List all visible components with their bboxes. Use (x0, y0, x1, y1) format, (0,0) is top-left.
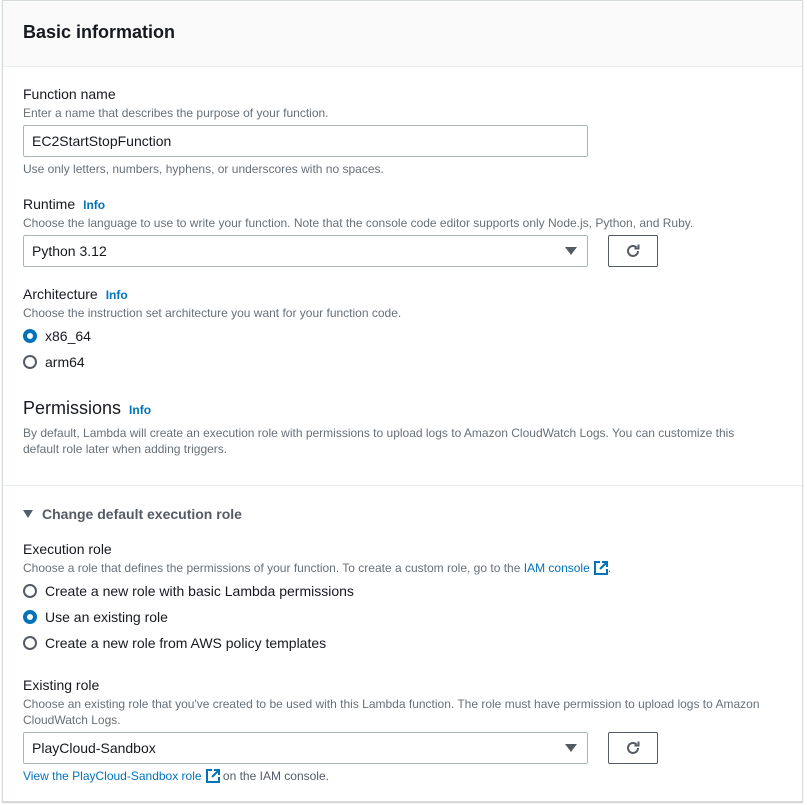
runtime-label (23, 196, 105, 212)
architecture-description: Choose the instruction set architecture you want for your function code. (23, 306, 402, 320)
iam-console-link[interactable]: IAM console (523, 561, 590, 575)
radio-checked-icon (23, 610, 37, 624)
architecture-label (23, 286, 128, 302)
period: . (607, 561, 612, 575)
architecture-label-text: Architecture (23, 286, 98, 302)
function-name-label: Function name (23, 86, 116, 102)
existing-role-selected: PlayCloud-Sandbox (32, 740, 156, 756)
function-name-description: Enter a name that describes the purpose of your function. (23, 106, 329, 120)
function-name-input[interactable]: EC2StartStopFunction (23, 125, 588, 157)
permissions-heading (23, 398, 151, 419)
existing-role-label: Existing role (23, 677, 100, 693)
panel-title: Basic information (23, 22, 176, 42)
radio-unchecked-icon (23, 355, 37, 369)
refresh-icon (624, 242, 642, 260)
function-name-hint: Use only letters, numbers, hyphens, or underscores with no spaces. (23, 162, 384, 176)
refresh-icon (624, 739, 642, 757)
existing-role-refresh-button[interactable] (608, 732, 658, 764)
radio-use-existing-role[interactable] (23, 609, 168, 625)
view-role-line (23, 768, 329, 784)
radio-unchecked-icon (23, 584, 37, 598)
radio-label: x86_64 (45, 328, 91, 344)
existing-role-description: Choose an existing role that you've created to be used with this Lambda function. The role must have permission to upload logs to Amazon CloudWatch Logs. (23, 697, 760, 727)
runtime-refresh-button[interactable] (608, 235, 658, 267)
runtime-description: Choose the language to use to write your function. Note that the console code editor supports only Node.js, Python, and Ruby. (23, 216, 694, 230)
radio-checked-icon (23, 329, 37, 343)
radio-create-basic-role[interactable] (23, 583, 354, 599)
radio-unchecked-icon (23, 636, 37, 650)
change-execution-role-toggle[interactable] (23, 506, 242, 522)
basic-information-panel (2, 0, 803, 802)
runtime-selected: Python 3.12 (32, 243, 107, 259)
radio-arm64[interactable] (23, 354, 85, 370)
caret-down-icon (23, 510, 33, 518)
runtime-label-text: Runtime (23, 196, 76, 212)
toggle-label: Change default execution role (42, 506, 242, 522)
radio-x86-64[interactable] (23, 328, 91, 344)
radio-label: Use an existing role (45, 609, 168, 625)
execution-role-label: Execution role (23, 541, 112, 557)
caret-down-icon (565, 247, 577, 255)
view-role-suffix: on the IAM console. (222, 769, 329, 783)
runtime-info-link[interactable]: Info (83, 198, 106, 212)
radio-label: Create a new role from AWS policy templates (45, 635, 327, 651)
divider (3, 485, 802, 486)
view-role-link[interactable]: View the PlayCloud-Sandbox role (23, 769, 202, 783)
radio-label: arm64 (45, 354, 85, 370)
external-link-icon (206, 769, 220, 783)
existing-role-select[interactable] (23, 732, 588, 764)
runtime-select[interactable] (23, 235, 588, 267)
external-link-icon (594, 561, 608, 575)
execution-role-description (23, 560, 611, 576)
permissions-info-link[interactable]: Info (129, 403, 152, 417)
permissions-heading-text: Permissions (23, 398, 122, 418)
caret-down-icon (565, 744, 577, 752)
radio-label: Create a new role with basic Lambda permissions (45, 583, 354, 599)
execution-desc-text: Choose a role that defines the permissions of your function. To create a custom role, go to the (23, 561, 521, 575)
architecture-info-link[interactable]: Info (105, 288, 128, 302)
permissions-description: By default, Lambda will create an execution role with permissions to upload logs to Amazon CloudWatch Logs. You can customize this default role later when adding triggers. (23, 426, 735, 456)
panel-header (3, 1, 802, 67)
radio-create-from-templates[interactable] (23, 635, 326, 651)
